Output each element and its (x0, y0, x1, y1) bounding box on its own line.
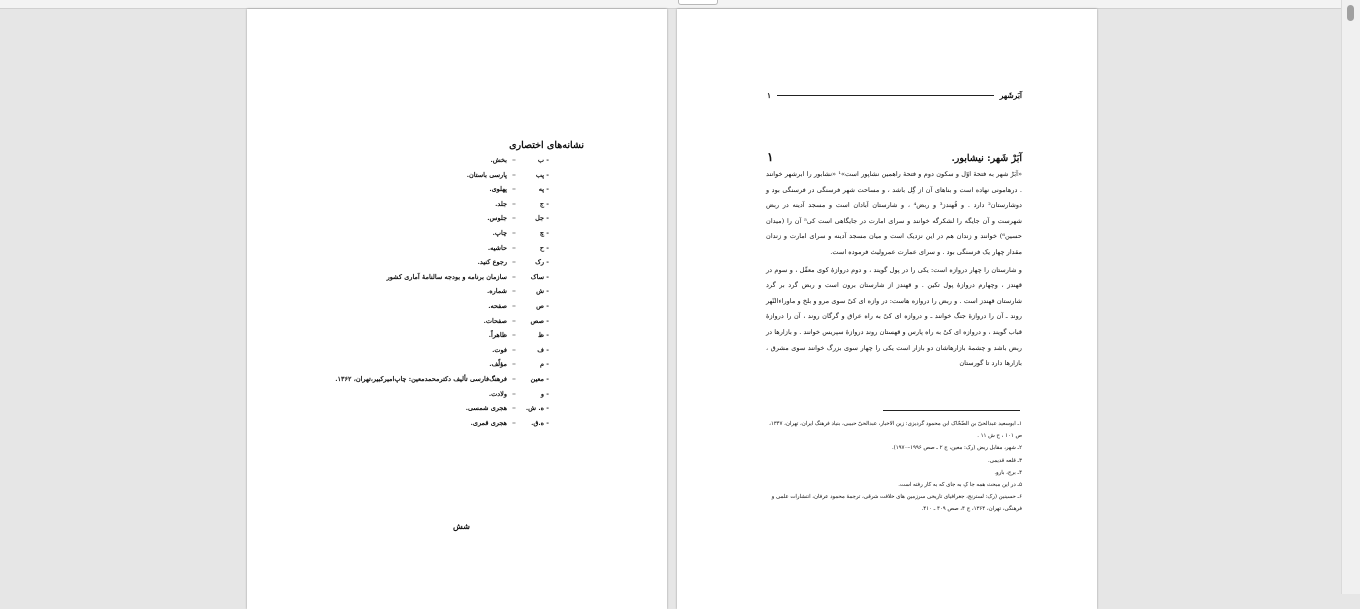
abbreviation-value: چاپ. (492, 228, 507, 237)
footnote-rule (883, 410, 1020, 411)
toolbar-toggle-tab[interactable] (678, 0, 718, 5)
abbreviation-key: - ف (537, 345, 549, 354)
abbreviation-row (269, 360, 549, 375)
abbreviation-key: - معین (530, 374, 549, 383)
abbreviation-equals: = (511, 187, 517, 194)
abbreviation-row (269, 404, 549, 419)
abbreviations-list (269, 156, 549, 433)
abbreviation-key: - جل (535, 214, 549, 223)
viewer-toolbar (0, 0, 1342, 9)
abbreviation-equals: = (511, 230, 517, 237)
footnote: ۵ـ در این مبحث همه جا کِ به جای که به کار رفته است. (898, 482, 1022, 489)
abbreviation-key: - ظ (538, 331, 549, 340)
abbreviation-row (269, 273, 549, 288)
abbreviation-equals: = (511, 303, 517, 310)
body-text (766, 167, 1022, 372)
abbreviation-value: فرهنگ‌فارسی تألیف دکترمحمدمعین: چاپ‌امیرکبیر،تهران، ۱۳۶۲. (335, 374, 507, 383)
entry-title: آبَرْ شَهر: نیشابور. (951, 153, 1022, 164)
abbreviation-equals: = (511, 420, 517, 427)
abbreviation-row (269, 214, 549, 229)
abbreviation-equals: = (511, 216, 517, 223)
abbreviation-row (269, 302, 549, 317)
abbreviation-row (269, 156, 549, 171)
abbreviation-value: فوت. (492, 345, 507, 354)
abbreviation-key: - ه.ق. (531, 418, 549, 427)
running-head-number: ۱ (767, 91, 772, 100)
abbreviations-title: نشانه‌های اختصاری (509, 140, 584, 151)
footnote: ۴ـ برج، بارو. (994, 469, 1022, 476)
abbreviation-value: سازمان برنامه و بودجه سالنامهٔ آماری کشور (386, 272, 507, 281)
abbreviation-key: - ح (539, 243, 549, 252)
abbreviation-row (269, 390, 549, 405)
abbreviation-value: ظاهراً. (488, 331, 507, 340)
abbreviation-value: صفحات. (483, 316, 507, 325)
vertical-scrollbar[interactable] (1341, 0, 1360, 594)
abbreviation-row (269, 200, 549, 215)
abbreviation-equals: = (511, 201, 517, 208)
running-head (767, 91, 1022, 100)
abbreviation-value: رجوع کنید. (477, 258, 507, 267)
abbreviation-row (269, 419, 549, 434)
abbreviation-key: - صص (530, 316, 549, 325)
abbreviation-key: - پب (535, 170, 549, 179)
scrollbar-thumb[interactable] (1347, 5, 1354, 21)
abbreviation-row (269, 244, 549, 259)
abbreviation-value: هجری شمسی. (465, 404, 507, 413)
abbreviation-key: - ش (536, 287, 549, 296)
abbreviation-equals: = (511, 406, 517, 413)
abbreviation-key: - چ (539, 228, 549, 237)
abbreviation-key: - ه. ش. (525, 404, 549, 413)
abbreviation-key: - ساک (530, 272, 549, 281)
abbreviation-value: شماره. (487, 287, 507, 296)
abbreviation-key: - م (540, 360, 549, 369)
footnotes (766, 418, 1022, 516)
abbreviation-key: - ص (536, 301, 549, 310)
abbreviation-value: صفحه. (488, 301, 507, 310)
entry-heading (767, 150, 1022, 164)
abbreviation-value: جلوس. (487, 214, 507, 223)
abbreviation-row (269, 171, 549, 186)
footnote: ۶ـ حسینین (رک: لسترنج، جغرافیای تاریخی سرزمین های خلافت شرقی، ترجمهٔ محمود عرفان، انتشارات علمی و فرهنگی، تهران، ۱۳۶۴، ج ۴، صص ۴۰۹ ـ ۴۱۰. (771, 494, 1022, 513)
abbreviation-row (269, 185, 549, 200)
page-folio: شش (453, 521, 470, 531)
abbreviation-row (269, 346, 549, 361)
abbreviation-value: پهلوی. (489, 185, 507, 194)
abbreviation-key: - په (538, 185, 549, 194)
abbreviation-row (269, 229, 549, 244)
abbreviation-row (269, 331, 549, 346)
abbreviation-row (269, 375, 549, 390)
abbreviation-value: پارسی باستان. (466, 170, 507, 179)
page-abbreviations (247, 9, 667, 609)
abbreviation-value: جلد. (495, 199, 507, 208)
paragraph: «آبَرْ شهر به فتحهٔ اوّل و سکون دوم و فتحهٔ راهمین نشاپور است»¹ «نشابور را ابرشهر خوانند . درهامونی نهاده است و بناهای آن از گِل باشد ، و مساحت شهر فرسنگی در فرسنگی بود و دوشارستان² دارد . و قُهندز³ و ربض⁴ ، و شارستان آبادان است و مسجد آدینه در ربض شهرست و آن جایگه را لشکرگه خوانند و سرای امارت در جایگاهی است کی⁵ آن را (میدان حسین⁶) خوانند و زندان هم در این نزدیک است و میان مسجد آدینه و سرای امارت و زندان مقدار چهار یک فرسنگی بود . و سرای عمارت عمرولیث فرموده است. (766, 170, 1022, 256)
abbreviation-row (269, 317, 549, 332)
abbreviation-value: بخش. (490, 156, 507, 164)
abbreviation-equals: = (511, 318, 517, 325)
abbreviation-equals: = (511, 362, 517, 369)
abbreviation-value: مؤلّف. (489, 360, 507, 369)
running-head-title: آبَرشَهر (999, 91, 1022, 100)
abbreviation-equals: = (511, 289, 517, 296)
abbreviation-equals: = (511, 158, 517, 164)
abbreviation-row (269, 258, 549, 273)
abbreviation-equals: = (511, 274, 517, 281)
abbreviation-value: هجری قمری. (470, 418, 507, 427)
abbreviation-value: ولادت. (488, 389, 507, 398)
abbreviation-key: - و (540, 389, 549, 398)
abbreviation-equals: = (511, 172, 517, 179)
entry-number: ۱ (767, 150, 774, 164)
footnote: ۲ـ شهر، مقابل ربض (رک: معین، ج ۲ ـ صص ۱۹۹۶–۱۹۷۰). (891, 445, 1022, 452)
abbreviation-equals: = (511, 333, 517, 340)
abbreviation-value: حاشیه. (487, 243, 507, 252)
abbreviation-equals: = (511, 376, 517, 383)
footnote: ۳ـ قلعه قدیمی. (988, 457, 1022, 464)
abbreviation-row (269, 287, 549, 302)
abbreviation-key: - ج (539, 199, 549, 208)
abbreviation-equals: = (511, 260, 517, 267)
page-text (677, 9, 1097, 609)
running-head-rule (777, 95, 994, 96)
abbreviation-key: - ب (537, 156, 549, 164)
paragraph: و شارستان را چهار دروازه است: یکی را در پول گویند ، و دوم دروازهٔ کوی معقّل ، و سوم در قهندز ، وچهارم دروازهٔ پول تکین . و قهندز از شارستان برون است و ربض گرد بر گرد شارستان قهندز است . و ربض را دروازه هاست: در وازه ای کیْ سوی مرو و بلخ و ماوراءالنّهر روند ـ آن را دروازهٔ جنگ خوانند ـ و دروازه ای کیْ به راه عراق و گرگان روند ، آن را دروازهٔ قباب گویند ، و دروازه ای کیْ به راه پارس و قهستان روند دروازهٔ سپریس خوانند . و بازارها در ربض باشد و چشمهٔ بازارهاشان دو بازار است یکی را چهار سوی بزرگ خوانند سوی مشرق ، بازارها دارد تا گورستان (766, 265, 1022, 368)
footnote: ۱ـ ابوسعید عبدالحیّ بن الضّحّاک ابن محمود گردیزی: زین الاخبار، عبدالحیّ حبیبی، بنیاد فرهنگ ایران، تهران، ۱۳۴۷، ص ۱۰۱ ، ح ش ۱۱ . (769, 421, 1022, 440)
abbreviation-key: - رک (535, 258, 549, 267)
abbreviation-equals: = (511, 245, 517, 252)
abbreviation-equals: = (511, 391, 517, 398)
abbreviation-equals: = (511, 347, 517, 354)
